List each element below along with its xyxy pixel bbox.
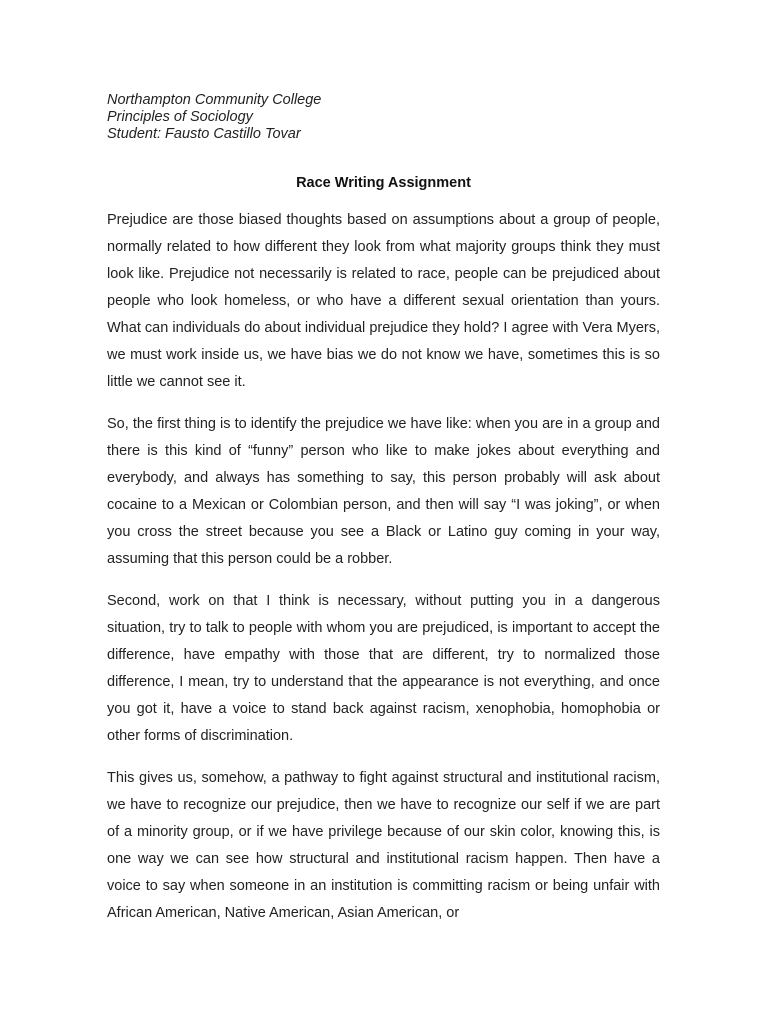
paragraph-3: Second, work on that I think is necessary, without putting you in a dangerous situation, try to talk to people with whom you are prejudiced, is important to accept the difference, have empathy with those that are different, try to normalized those difference, I mean, try to understand that the appearance is not everything, and once you got it, have a voice to stand back against racism, xenophobia, homophobia or other forms of discrimination. bbox=[107, 593, 660, 744]
paragraph-4: This gives us, somehow, a pathway to fight against structural and institutional racism, we have to recognize our prejudice, then we have to recognize our self if we are part of a minority group, or if we have privilege because of our skin color, knowing this, is one way we can see how structural and institutional racism happen. Then have a voice to say when someone in an institution is committing racism or being unfair with African American, Native American, Asian American, or bbox=[107, 770, 660, 921]
institution-name: Northampton Community College bbox=[107, 92, 322, 108]
student-name: Student: Fausto Castillo Tovar bbox=[107, 126, 301, 142]
document-title: Race Writing Assignment bbox=[296, 175, 471, 191]
document-body bbox=[107, 207, 660, 942]
document-header bbox=[107, 92, 667, 143]
paragraph-2: So, the first thing is to identify the prejudice we have like: when you are in a group and there is this kind of “funny” person who like to make jokes about everything and everybody, and always has something to say, this person probably will ask about cocaine to a Mexican or Colombian person, and then will say “I was joking”, or when you cross the street because you see a Black or Latino guy coming in your way, assuming that this person could be a robber. bbox=[107, 416, 660, 567]
course-name: Principles of Sociology bbox=[107, 109, 253, 125]
paragraph-1: Prejudice are those biased thoughts based on assumptions about a group of people, normally related to how different they look from what majority groups think they must look like. Prejudice not necessarily is related to race, people can be prejudiced about people who look homeless, or who have a different sexual orientation than yours. What can individuals do about individual prejudice they hold? I agree with Vera Myers, we must work inside us, we have bias we do not know we have, sometimes this is so little we cannot see it. bbox=[107, 212, 660, 390]
